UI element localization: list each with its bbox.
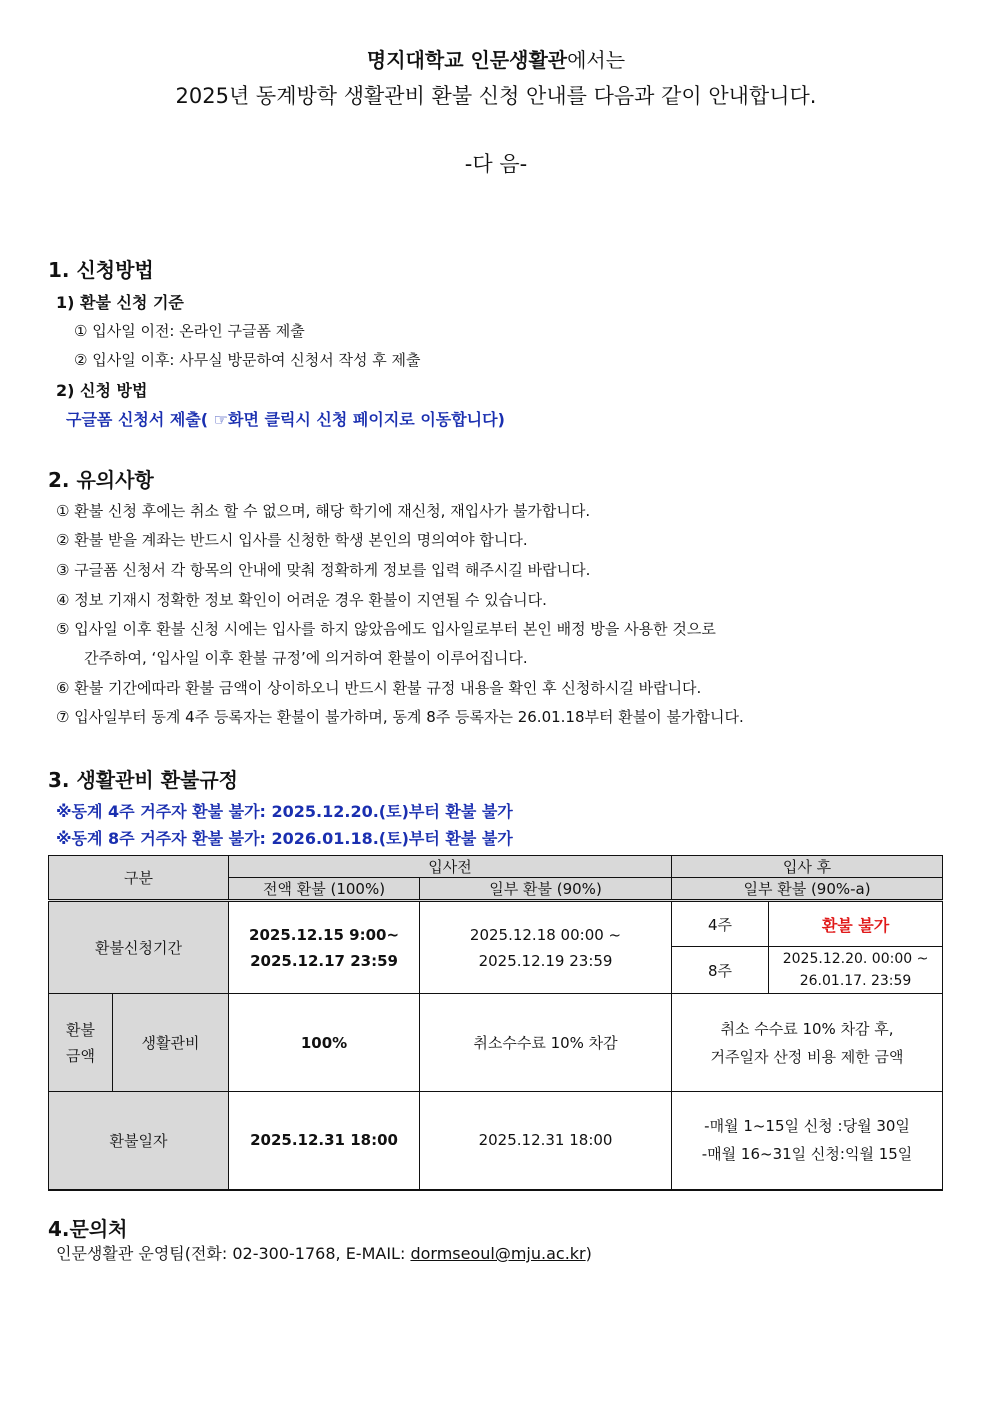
amount-after [672,994,943,1092]
amount-label-a: 환불 [66,1020,95,1039]
note-4week: ※동계 4주 거주자 환불 불가: 2025.12.20.(토)부터 환불 불가 [56,802,513,821]
date-full: 2025.12.31 18:00 [229,1092,420,1190]
period-4week-label: 4주 [672,901,769,947]
note-8week: ※동계 8주 거주자 환불 불가: 2026.01.18.(토)부터 환불 불가 [56,829,513,848]
googleform-link[interactable]: 구글폼 신청서 제출( ☞화면 클릭시 신청 페이지로 이동합니다) [66,410,505,429]
period-8week-label: 8주 [672,947,769,994]
section4-title: 4.문의처 [48,1217,128,1241]
period-partial-start: 2025.12.18 00:00 ~ [469,925,622,944]
contact-suffix: ) [585,1244,592,1263]
notice-item-5: ⑤ 입사일 이후 환불 신청 시에는 입사를 하지 않았음에도 입사일로부터 본인 배정 방을 사용한 것으로 [56,620,716,638]
intro-line-2: 2025년 동계방학 생활관비 환불 신청 안내를 다음과 같이 안내합니다. [175,84,817,108]
section1-sub1: 1) 환불 신청 기준 [56,293,184,312]
section1-item1: ① 입사일 이전: 온라인 구글폼 제출 [74,322,305,340]
notice-item-3: ③ 구글폼 신청서 각 항목의 안내에 맞춰 정확하게 정보를 입력 해주시길 바랍니다. [56,561,591,579]
period-full-end: 2025.12.17 23:59 [250,951,398,970]
contact-line [56,1241,592,1264]
period-8week-start: 2025.12.20. 00:00 ~ [782,951,929,967]
section2-title: 2. 유의사항 [48,468,154,492]
notice-item-6: ⑥ 환불 기간에따라 환불 금액이 상이하오니 반드시 환불 규정 내용을 확인 후 신청하시길 바랍니다. [56,679,702,697]
amount-after-1: 취소 수수료 10% 차감 후, [720,1019,894,1038]
date-after-2: -매월 16~31일 신청:익월 15일 [701,1145,913,1164]
notice-item-5-cont: 간주하여, ‘입사일 이후 환불 규정’에 의거하여 환불이 이루어집니다. [84,649,528,667]
header-after: 입사 후 [672,856,943,878]
date-after-1: -매월 1~15일 신청 :당월 30일 [704,1117,910,1136]
section3-title: 3. 생활관비 환불규정 [48,768,238,792]
period-partial [420,901,672,994]
contact-prefix: 인문생활관 운영팀(전화: 02-300-1768, E-MAIL: [56,1244,411,1263]
row-amount-sub: 생활관비 [113,994,229,1092]
period-8week-end: 26.01.17. 23:59 [799,973,912,989]
section1-title: 1. 신청방법 [48,258,154,282]
amount-partial: 취소수수료 10% 차감 [420,994,672,1092]
header-partial-refund: 일부 환불 (90%) [420,878,672,901]
amount-after-2: 거주일자 산정 비용 제한 금액 [710,1047,904,1066]
section1-sub2: 2) 신청 방법 [56,381,148,400]
period-full-start: 2025.12.15 9:00~ [249,925,400,944]
notice-item-2: ② 환불 받을 계좌는 반드시 입사를 신청한 학생 본인의 명의여야 합니다. [56,531,528,549]
row-period-label: 환불신청기간 [49,901,229,994]
period-partial-end: 2025.12.19 23:59 [478,951,613,970]
amount-label-b: 금액 [66,1046,95,1065]
period-8week-value [769,947,943,994]
intro-line-1 [0,44,992,73]
date-partial: 2025.12.31 18:00 [420,1092,672,1190]
amount-full: 100% [229,994,420,1092]
notice-item-1: ① 환불 신청 후에는 취소 할 수 없으며, 해당 학기에 재신청, 재입사가 불가합니다. [56,502,591,520]
header-before: 입사전 [229,856,672,878]
notice-item-4: ④ 정보 기재시 정확한 정보 확인이 어려운 경우 환불이 지연될 수 있습니다. [56,591,547,609]
header-after-partial: 일부 환불 (90%-a) [672,878,943,901]
org-suffix: 에서는 [567,48,626,72]
section1-item2: ② 입사일 이후: 사무실 방문하여 신청서 작성 후 제출 [74,351,421,369]
refund-table [48,855,943,1191]
period-4week-value: 환불 불가 [769,901,943,947]
dagum-heading: -다 음- [464,152,528,176]
notice-item-7: ⑦ 입사일부터 동계 4주 등록자는 환불이 불가하며, 동계 8주 등록자는 26.01.18부터 환불이 불가합니다. [56,708,744,726]
header-full-refund: 전액 환불 (100%) [229,878,420,901]
row-date-label: 환불일자 [49,1092,229,1190]
contact-email-link[interactable]: dormseoul@mju.ac.kr [410,1244,586,1263]
date-after [672,1092,943,1190]
org-name: 명지대학교 인문생활관 [366,48,568,72]
period-full [229,901,420,994]
header-gubun: 구분 [49,856,229,901]
row-amount-label [49,994,113,1092]
